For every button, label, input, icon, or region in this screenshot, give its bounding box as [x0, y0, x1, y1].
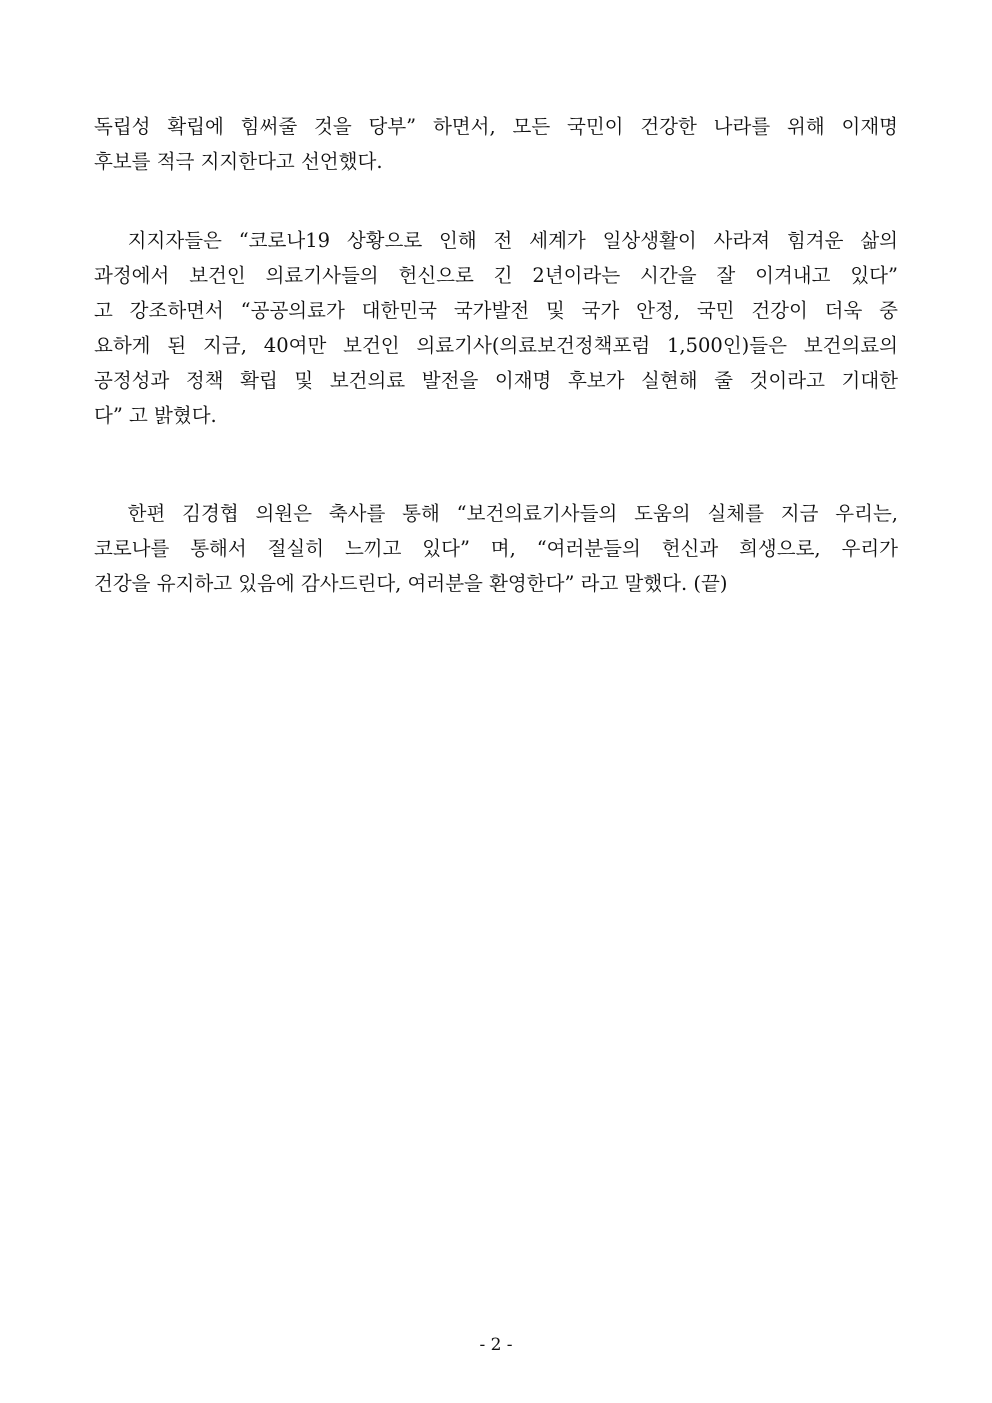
text-line: 고 강조하면서 “공공의료가 대한민국 국가발전 및 국가 안정, 국민 건강이 더욱 중	[94, 299, 898, 322]
text-line: 한편 김경협 의원은 축사를 통해 “보건의료기사들의 도움의 실체를 지금 우리는,	[94, 502, 898, 525]
text-line: 건강을 유지하고 있음에 감사드린다, 여러분을 환영한다” 라고 말했다. (끝)	[94, 572, 728, 595]
text-line: 다” 고 밝혔다.	[94, 404, 217, 427]
page-number: - 2 -	[479, 1335, 513, 1355]
paragraph-3	[94, 496, 898, 601]
text-line: 과정에서 보건인 의료기사들의 헌신으로 긴 2년이라는 시간을 잘 이겨내고 있다”	[94, 264, 898, 287]
paragraph-2	[94, 223, 898, 433]
text-line: 코로나를 통해서 절실히 느끼고 있다” 며, “여러분들의 헌신과 희생으로, 우리가	[94, 537, 898, 560]
text-line: 공정성과 정책 확립 및 보건의료 발전을 이재명 후보가 실현해 줄 것이라고 기대한	[94, 369, 898, 392]
text-line: 후보를 적극 지지한다고 선언했다.	[94, 150, 383, 173]
text-line: 독립성 확립에 힘써줄 것을 당부” 하면서, 모든 국민이 건강한 나라를 위해 이재명	[94, 115, 898, 138]
paragraph-1	[94, 109, 898, 179]
text-line: 요하게 된 지금, 40여만 보건인 의료기사(의료보건정책포럼 1,500인)들은 보건의료의	[94, 334, 898, 357]
text-line: 지지자들은 “코로나19 상황으로 인해 전 세계가 일상생활이 사라져 힘겨운 삶의	[94, 229, 898, 252]
